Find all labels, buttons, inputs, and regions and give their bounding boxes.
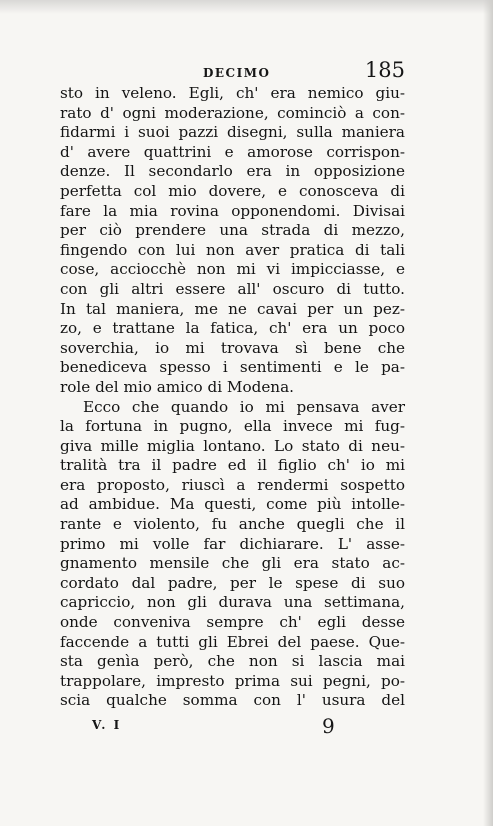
text-line: scia qualche somma con l' usura del — [60, 691, 405, 710]
text-line: onde conveniva sempre ch' egli desse — [60, 613, 405, 632]
text-line: rante e violento, fu anche quegli che il — [60, 515, 405, 534]
text-line: cordato dal padre, per le spese di suo — [60, 573, 405, 592]
text-line: perfetta col mio dovere, e conosceva di — [60, 181, 405, 200]
text-line: d' avere quattrini e amorose corrispon- — [60, 142, 405, 161]
page-footer — [60, 714, 405, 744]
text-line: denze. Il secondarlo era in opposizione — [60, 162, 405, 181]
page-header — [60, 58, 405, 86]
text-line: fingendo con lui non aver pratica di tali — [60, 240, 405, 259]
text-line: per ciò prendere una strada di mezzo, — [60, 221, 405, 240]
text-line: la fortuna in pugno, ella invece mi fug- — [60, 417, 405, 436]
text-line: sto in veleno. Egli, ch' era nemico giu- — [60, 84, 405, 102]
text-line: fare la mia rovina opponendomi. Divisai — [60, 201, 405, 220]
page-top-shadow — [0, 0, 493, 14]
text-line: soverchia, io mi trovava sì bene che — [60, 338, 405, 357]
text-line: ad ambidue. Ma questi, come più intolle- — [60, 495, 405, 514]
sheet-number: 9 — [322, 714, 335, 738]
page-number: 185 — [364, 58, 405, 82]
text-line: rato d' ogni moderazione, cominciò a con- — [60, 103, 405, 122]
text-line: giva mille miglia lontano. Lo stato di neu- — [60, 436, 405, 455]
text-line: primo mi volle far dichiarare. L' asse- — [60, 534, 405, 553]
paragraph — [60, 84, 405, 398]
text-line: In tal maniera, me ne cavai per un pez- — [60, 299, 405, 318]
text-line: sta genìa però, che non si lascia mai — [60, 652, 405, 671]
text-line: era proposto, riuscì a rendermi sospetto — [60, 475, 405, 494]
text-line: fidarmi i suoi pazzi disegni, sulla maniera — [60, 123, 405, 142]
text-line: capriccio, non gli durava una settimana, — [60, 593, 405, 612]
text-line: zo, e trattane la fatica, ch' era un poco — [60, 319, 405, 338]
text-line: benediceva spesso i sentimenti e le pa- — [60, 358, 405, 377]
text-line: Ecco che quando io mi pensava aver — [83, 397, 405, 416]
page-right-shadow — [483, 0, 493, 826]
paragraph — [60, 398, 405, 712]
text-line: tralità tra il padre ed il figlio ch' io mi — [60, 456, 405, 475]
text-line: faccende a tutti gli Ebrei del paese. Que- — [60, 632, 405, 651]
text-line: cose, acciocchè non mi vi impicciasse, e — [60, 260, 405, 279]
text-line: trappolare, impresto prima sui pegni, po- — [60, 671, 405, 690]
signature-mark: V. I — [92, 718, 122, 732]
text-line: con gli altri essere all' oscuro di tutto. — [60, 279, 405, 298]
running-head: DECIMO — [203, 66, 271, 80]
text-line: gnamento mensile che gli era stato ac- — [60, 554, 405, 573]
body-text — [60, 84, 405, 711]
text-line: role del mio amico di Modena. — [60, 377, 294, 396]
